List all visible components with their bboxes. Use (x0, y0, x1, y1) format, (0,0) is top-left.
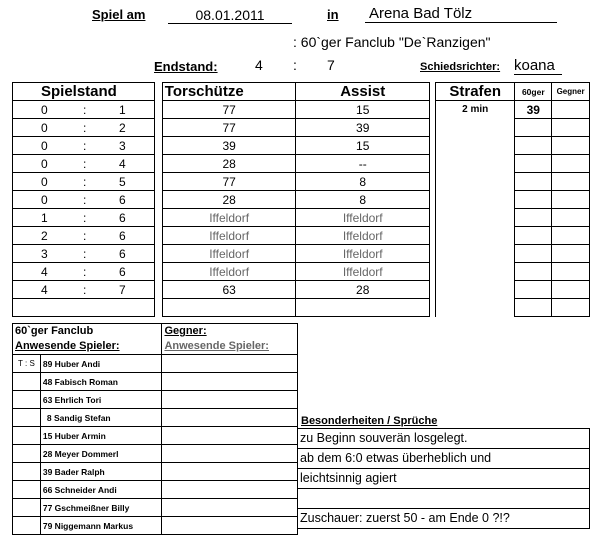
score-cell (13, 101, 155, 119)
goal-row (13, 119, 430, 137)
score-away-value: 6 (119, 246, 126, 261)
player-name: 63 Ehrlich Tori (40, 391, 162, 409)
score-home-value: 1 (41, 210, 48, 225)
player-row (13, 463, 298, 481)
notes-box (298, 428, 590, 529)
match-date: 08.01.2011 (168, 7, 292, 24)
away-player-cell (162, 373, 298, 391)
scorer-cell: Iffeldorf (162, 209, 296, 227)
away-attendance-label: Anwesende Spieler: (164, 340, 269, 352)
home-attendance-label: Anwesende Spieler: (15, 340, 120, 352)
score-home-value: 0 (41, 156, 48, 171)
scorer-cell: 63 (162, 281, 296, 299)
goal-row (13, 173, 430, 191)
goal-row (13, 245, 430, 263)
notes-title: Besonderheiten / Sprüche (301, 415, 438, 427)
strafen-header: Strafen (436, 83, 515, 101)
schiedsrichter-name: koana (514, 57, 562, 75)
goal-row (13, 281, 430, 299)
ts-cell (13, 409, 41, 427)
goal-row (13, 191, 430, 209)
assist-cell: 39 (296, 119, 430, 137)
score-home-value: 0 (41, 102, 48, 117)
goal-row (13, 155, 430, 173)
assist-cell: 8 (296, 173, 430, 191)
score-separator: : (83, 246, 87, 261)
player-row (13, 427, 298, 445)
penalty-row (436, 173, 590, 191)
spielstand-header: Spielstand (13, 83, 155, 101)
team2-header: Gegner (552, 83, 590, 101)
score-cell (13, 281, 155, 299)
player-name: 66 Schneider Andi (40, 481, 162, 499)
notes-line: Zuschauer: zuerst 50 - am Ende 0 ?!? (298, 508, 590, 529)
assist-cell: Iffeldorf (296, 227, 430, 245)
penalty-row (436, 209, 590, 227)
penalty-team2 (552, 101, 590, 119)
player-name: 89 Huber Andi (40, 355, 162, 373)
score-cell (13, 227, 155, 245)
assist-cell: Iffeldorf (296, 263, 430, 281)
scorer-cell (162, 299, 296, 317)
score-cell (13, 209, 155, 227)
penalty-row (436, 101, 590, 119)
score-separator: : (293, 57, 297, 73)
away-player-cell (162, 391, 298, 409)
player-row (13, 355, 298, 373)
goal-row (13, 209, 430, 227)
score-away-value: 6 (119, 228, 126, 243)
away-player-cell (162, 427, 298, 445)
goal-row (13, 227, 430, 245)
scorer-cell: 39 (162, 137, 296, 155)
score-cell (13, 119, 155, 137)
scorer-cell: 28 (162, 155, 296, 173)
score-separator: : (83, 102, 87, 117)
penalty-row (436, 281, 590, 299)
notes-line: leichtsinnig agiert (298, 468, 590, 488)
penalty-time: 2 min (436, 101, 515, 119)
score-cell (13, 191, 155, 209)
assist-cell: 8 (296, 191, 430, 209)
assist-cell: -- (296, 155, 430, 173)
penalty-team1: 39 (515, 101, 552, 119)
score-cell (13, 263, 155, 281)
club-line: : 60`ger Fanclub "De`Ranzigen" (293, 34, 491, 50)
assist-cell: Iffeldorf (296, 209, 430, 227)
score-cell (13, 173, 155, 191)
penalty-row (436, 263, 590, 281)
scorer-cell: 77 (162, 101, 296, 119)
home-team-cell (13, 324, 162, 355)
score-separator: : (83, 138, 87, 153)
schiedsrichter-label: Schiedsrichter: (420, 61, 501, 73)
assist-cell: 15 (296, 137, 430, 155)
scorer-cell: 77 (162, 173, 296, 191)
notes-line: zu Beginn souverän losgelegt. (298, 428, 590, 448)
penalty-row (436, 245, 590, 263)
team1-header: 60ger (515, 83, 552, 101)
score-separator: : (83, 120, 87, 135)
player-name: 39 Bader Ralph (40, 463, 162, 481)
player-row (13, 373, 298, 391)
player-row (13, 499, 298, 517)
score-home-value: 3 (41, 246, 48, 261)
scorer-cell: Iffeldorf (162, 245, 296, 263)
score-separator: : (83, 174, 87, 189)
assist-header: Assist (296, 83, 430, 101)
score-home-value: 0 (41, 120, 48, 135)
players-table (12, 323, 298, 535)
score-away-value: 6 (119, 192, 126, 207)
away-team-cell (162, 324, 298, 355)
goal-row (13, 101, 430, 119)
spiel-am-label: Spiel am (92, 7, 146, 22)
away-player-cell (162, 445, 298, 463)
score-separator: : (83, 210, 87, 225)
score-separator: : (83, 192, 87, 207)
home-team-title: 60`ger Fanclub (15, 325, 94, 337)
in-label: in (327, 7, 339, 22)
notes-line: ab dem 6:0 etwas überheblich und (298, 448, 590, 468)
scorer-cell: 28 (162, 191, 296, 209)
venue: Arena Bad Tölz (365, 5, 557, 23)
scorer-cell: Iffeldorf (162, 227, 296, 245)
assist-cell: Iffeldorf (296, 245, 430, 263)
player-name: 8 Sandig Stefan (40, 409, 162, 427)
penalty-row (436, 227, 590, 245)
penalty-row (436, 119, 590, 137)
scorer-cell: Iffeldorf (162, 263, 296, 281)
score-away-value: 3 (119, 138, 126, 153)
player-name: 28 Meyer Dommerl (40, 445, 162, 463)
score-separator: : (83, 264, 87, 279)
score-home: 4 (255, 57, 263, 73)
away-player-cell (162, 463, 298, 481)
ts-cell (13, 499, 41, 517)
score-away-value: 1 (119, 102, 126, 117)
player-name: 77 Gschmeißner Billy (40, 499, 162, 517)
penalty-row (436, 191, 590, 209)
away-player-cell (162, 499, 298, 517)
score-separator: : (83, 282, 87, 297)
player-name: 15 Huber Armin (40, 427, 162, 445)
ts-cell (13, 481, 41, 499)
away-player-cell (162, 355, 298, 373)
away-player-cell (162, 481, 298, 499)
score-home-value: 0 (41, 174, 48, 189)
score-home-value: 2 (41, 228, 48, 243)
ts-cell (13, 427, 41, 445)
player-row (13, 445, 298, 463)
score-cell (13, 155, 155, 173)
torschuetze-header: Torschütze (162, 83, 296, 101)
score-away-value: 6 (119, 264, 126, 279)
score-separator: : (83, 156, 87, 171)
score-away-value: 4 (119, 156, 126, 171)
penalty-row (436, 155, 590, 173)
player-row (13, 517, 298, 535)
goal-row (13, 263, 430, 281)
ts-cell (13, 373, 41, 391)
notes-line (298, 488, 590, 508)
player-name: 48 Fabisch Roman (40, 373, 162, 391)
score-home-value: 4 (41, 264, 48, 279)
ts-cell (13, 391, 41, 409)
assist-cell: 15 (296, 101, 430, 119)
ts-cell: T : S (13, 355, 41, 373)
score-home-value: 0 (41, 138, 48, 153)
score-away-value: 6 (119, 210, 126, 225)
assist-cell: 28 (296, 281, 430, 299)
score-home-value: 4 (41, 282, 48, 297)
score-away-value: 2 (119, 120, 126, 135)
away-player-cell (162, 517, 298, 535)
assist-cell (296, 299, 430, 317)
ts-cell (13, 445, 41, 463)
goal-row (13, 299, 430, 317)
score-away: 7 (327, 57, 335, 73)
endstand-label: Endstand: (154, 59, 218, 74)
player-row (13, 391, 298, 409)
score-cell (13, 245, 155, 263)
player-row (13, 481, 298, 499)
scorer-cell: 77 (162, 119, 296, 137)
score-away-value: 5 (119, 174, 126, 189)
score-home-value: 0 (41, 192, 48, 207)
penalty-row (436, 299, 590, 317)
ts-cell (13, 517, 41, 535)
penalty-row (436, 137, 590, 155)
score-cell (13, 137, 155, 155)
goal-row (13, 137, 430, 155)
player-row (13, 409, 298, 427)
player-name: 79 Niggemann Markus (40, 517, 162, 535)
away-team-title: Gegner: (164, 325, 207, 337)
score-away-value: 7 (119, 282, 126, 297)
goals-table (12, 82, 430, 317)
away-player-cell (162, 409, 298, 427)
score-separator: : (83, 228, 87, 243)
penalties-table (435, 82, 590, 317)
score-cell (13, 299, 155, 317)
ts-cell (13, 463, 41, 481)
